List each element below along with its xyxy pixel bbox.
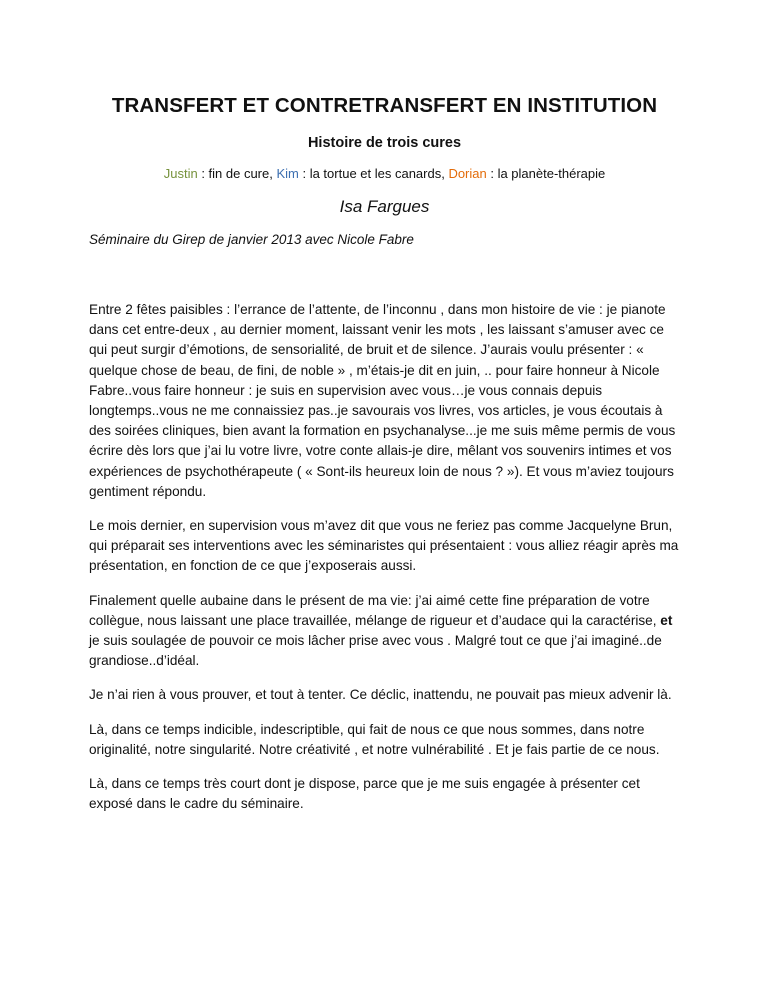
paragraph-4: Je n’ai rien à vous prouver, et tout à tenter. Ce déclic, inattendu, ne pouvait pas mieux advenir là. (89, 687, 672, 703)
document-subtitle: Histoire de trois cures (307, 135, 462, 151)
cure-desc-kim: : la tortue et les canards, (298, 166, 449, 181)
paragraph-5: Là, dans ce temps indicible, indescriptible, qui fait de nous ce que nous sommes, dans notre originalité, notre singularité. Notre créativité , et notre vulnérabilité . Et je fais partie de ce nous. (89, 721, 660, 757)
paragraph-3 (89, 591, 680, 672)
cure-name-justin: Justin (163, 166, 198, 181)
paragraph-6: Là, dans ce temps très court dont je dispose, parce que je me suis engagée à présenter cet exposé dans le cadre du séminaire. (89, 776, 640, 812)
paragraph-1: Entre 2 fêtes paisibles : l’errance de l’attente, de l’inconnu , dans mon histoire de vie : je pianote dans cet entre-deux , au dernier moment, laissant venir les mots , les laissant s’amuser avec ce qui peut surgir d’émotions, de sensorialité, de bruit et de silence. J’aurais voulu présenter : « quelque chose de beau, de fini, de noble » , m’étais-je dit en juin, .. pour faire honneur à Nicole Fabre..vous faire honneur : je suis en supervision avec vous…je vous connais depuis longtemps..vous ne me connaissiez pas..je savourais vos livres, vos articles, je vous écoutais à des soirées cliniques, bien avant la formation en psychanalyse...je me suis même permis de vous écrire dès lors que j’ai lu votre livre, votre conte allais-je dire, mêlant vos souvenirs intimes et vos expériences de psychothérapeute ( « Sont-ils heureux loin de nous ? »). Et vous m’aviez toujours gentiment répondu. (89, 302, 676, 499)
seminar-line: Séminaire du Girep de janvier 2013 avec Nicole Fabre (89, 232, 414, 247)
author-name: Isa Fargues (339, 197, 430, 216)
cure-desc-justin: : fin de cure, (197, 166, 277, 181)
paragraph-3-part-b: je suis soulagée de pouvoir ce mois lâcher prise avec vous . Malgré tout ce que j’ai imaginé..de grandiose..d’idéal. (89, 633, 662, 669)
cures-line (89, 165, 680, 183)
paragraph-3-bold: et (660, 612, 673, 628)
cure-desc-dorian: : la planète-thérapie (486, 166, 606, 181)
document-title: TRANSFERT ET CONTRETRANSFERT EN INSTITUTION (111, 94, 658, 117)
body-text (89, 300, 680, 814)
cure-name-dorian: Dorian (448, 166, 487, 181)
paragraph-2: Le mois dernier, en supervision vous m’avez dit que vous ne feriez pas comme Jacquelyne Brun, qui préparait ses interventions avec les séminaristes qui présentaient : vous alliez réagir après ma présentation, en fonction de ce que j’exposerais aussi. (89, 518, 679, 574)
paragraph-3-part-a: Finalement quelle aubaine dans le présent de ma vie: j’ai aimé cette fine préparation de votre collègue, nous laissant une place travaillée, mélange de rigueur et d’audace qui la caractérise, (89, 592, 661, 628)
cure-name-kim: Kim (276, 166, 299, 181)
